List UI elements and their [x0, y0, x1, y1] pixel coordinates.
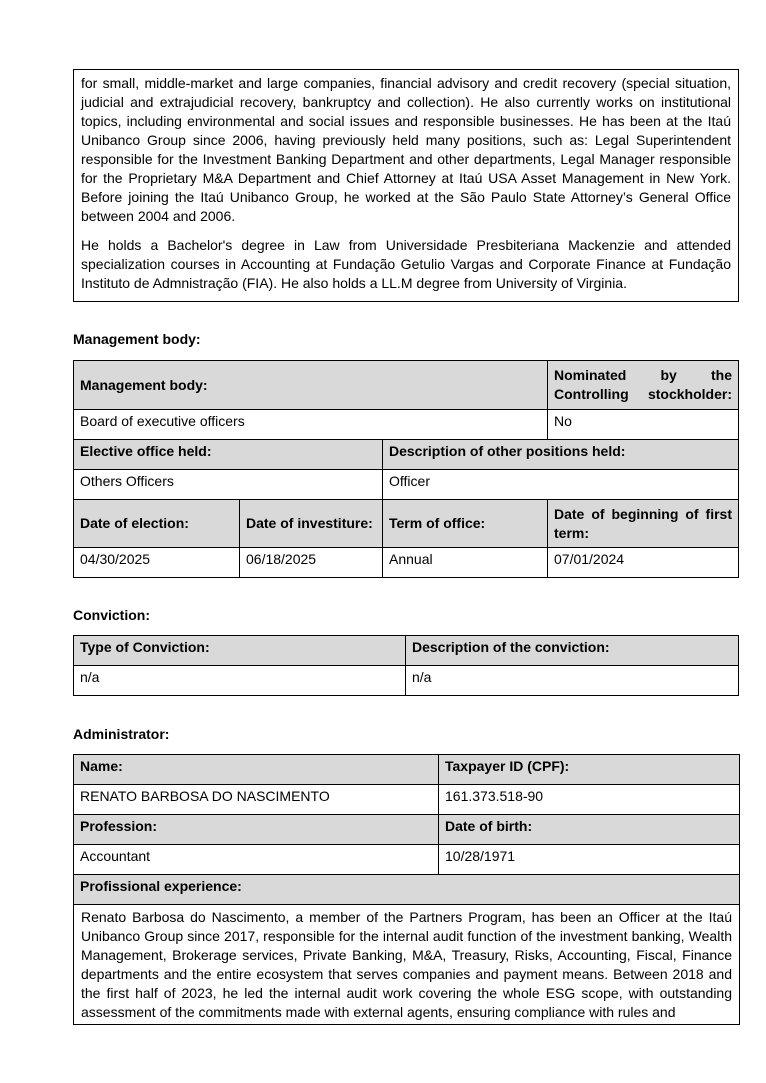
profession-value: Accountant	[74, 845, 439, 875]
management-body-value: Board of executive officers	[74, 410, 548, 440]
management-body-heading: Management body:	[73, 331, 201, 347]
election-date-value: 04/30/2025	[74, 548, 240, 578]
profession-label: Profession:	[74, 815, 439, 845]
first-term-date-label: Date of beginning of first term:	[548, 500, 739, 548]
career-text-box	[73, 69, 739, 302]
conviction-type-value: n/a	[74, 666, 406, 696]
administrator-heading: Administrator:	[73, 726, 170, 742]
conviction-heading: Conviction:	[73, 607, 150, 623]
first-term-date-value: 07/01/2024	[548, 548, 739, 578]
conviction-description-value: n/a	[406, 666, 739, 696]
other-positions-label: Description of other positions held:	[383, 440, 739, 470]
experience-cell	[74, 905, 740, 1025]
nominated-label: Nominated by the Controlling stockholder:	[548, 361, 739, 410]
term-of-office-label: Term of office:	[383, 500, 548, 548]
conviction-type-label: Type of Conviction:	[74, 636, 406, 666]
cpf-value: 161.373.518-90	[439, 785, 740, 815]
birth-date-value: 10/28/1971	[439, 845, 740, 875]
experience-label: Profissional experience:	[74, 875, 740, 905]
election-date-label: Date of election:	[74, 500, 240, 548]
cpf-label: Taxpayer ID (CPF):	[439, 755, 740, 785]
investiture-date-value: 06/18/2025	[240, 548, 383, 578]
experience-text: Renato Barbosa do Nascimento, a member of the Partners Program, has been an Officer at the Itaú Unibanco Group since 2017, responsible for the internal audit function of the investment banking, Wealth Management, Brokerage services, Private Banking, M&A, Treasury, Risks, Accounting, Fiscal, Finance departments and the entire ecosystem that serves companies and payment means. Between 2018 and the first half of 2023, he led the internal audit work covering the whole ESG scope, with outstanding assessment of the commitments made with external agents, ensuring compliance with rules and	[81, 909, 732, 1020]
elective-office-value: Others Officers	[74, 470, 383, 500]
nominated-value: No	[548, 410, 739, 440]
administrator-table	[73, 754, 740, 1025]
name-label: Name:	[74, 755, 439, 785]
other-positions-value: Officer	[383, 470, 739, 500]
management-body-label: Management body:	[74, 361, 548, 410]
career-paragraph-1: for small, middle-market and large companies, financial advisory and credit recovery (special situation, judicial and extrajudicial recovery, bankruptcy and collection). He also currently works on institutional topics, including environmental and social issues and responsible businesses. He has been at the Itaú Unibanco Group since 2006, having previously held many positions, such as: Legal Superintendent responsible for the Investment Banking Department and other departments, Legal Manager responsible for the Proprietary M&A Department and Chief Attorney at Itaú USA Asset Management in New York. Before joining the Itaú Unibanco Group, he worked at the São Paulo State Attorney’s General Office between 2004 and 2006.	[81, 75, 731, 224]
investiture-date-label: Date of investiture:	[240, 500, 383, 548]
birth-date-label: Date of birth:	[439, 815, 740, 845]
elective-office-label: Elective office held:	[74, 440, 383, 470]
management-body-table	[73, 360, 739, 578]
term-of-office-value: Annual	[383, 548, 548, 578]
conviction-table	[73, 635, 739, 696]
conviction-description-label: Description of the conviction:	[406, 636, 739, 666]
name-value: RENATO BARBOSA DO NASCIMENTO	[74, 785, 439, 815]
education-paragraph: He holds a Bachelor's degree in Law from Universidade Presbiteriana Mackenzie and attended specialization courses in Accounting at Fundação Getulio Vargas and Corporate Finance at Fundação Instituto de Admnistração (FIA). He also holds a LL.M degree from University of Virginia.	[81, 237, 731, 291]
